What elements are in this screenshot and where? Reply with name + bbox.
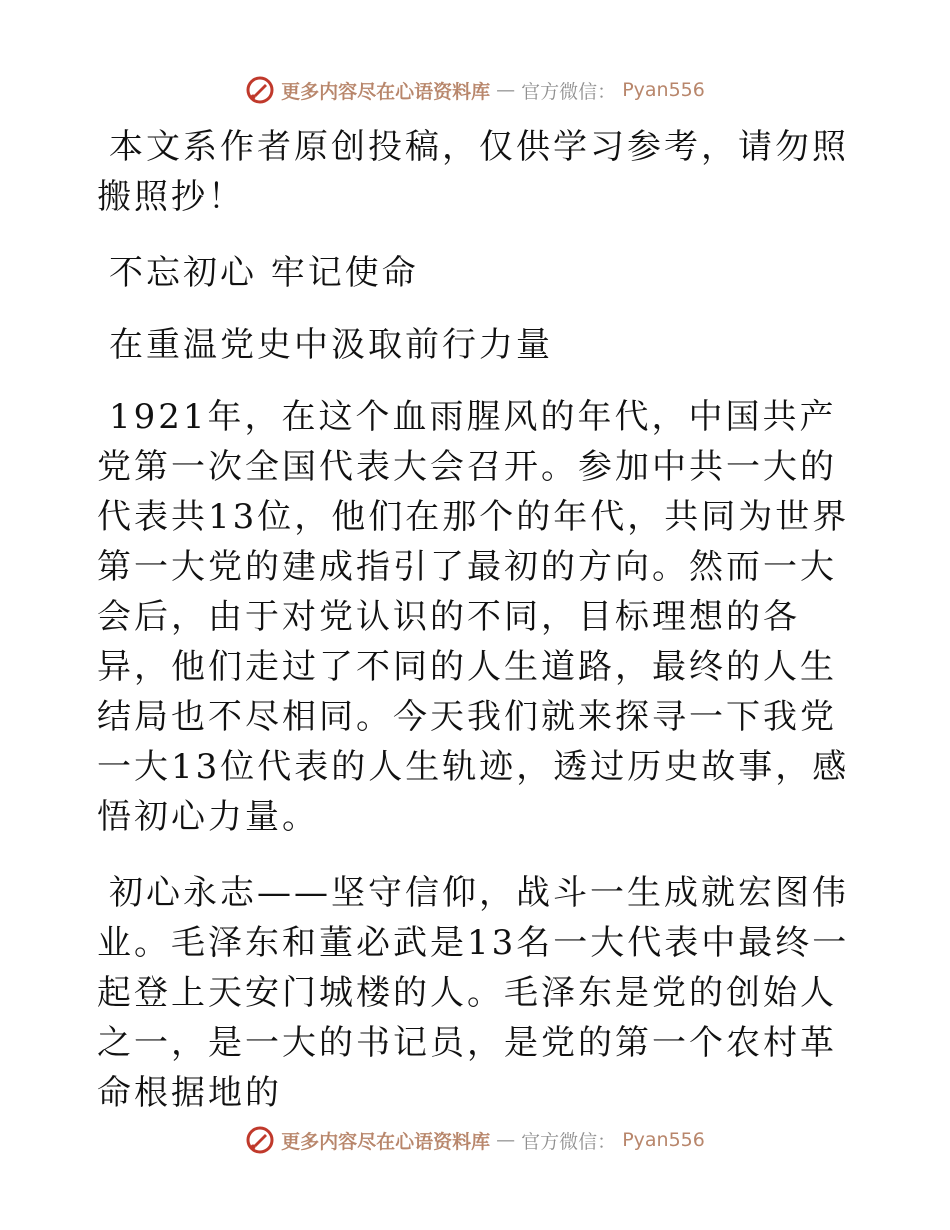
header-watermark-banner: [0, 70, 950, 110]
body-paragraph: 初心永志——坚守信仰，战斗一生成就宏图伟业。毛泽东和董必武是13名一大代表中最终一起登上天安门城楼的人。毛泽东是党的创始人之一，是一大的书记员，是党的第一个农村革命根据地的: [97, 873, 850, 1113]
footer-watermark-banner: [0, 1120, 950, 1160]
banner-main-text: 更多内容尽在心语资料库: [281, 1130, 491, 1153]
banner-separator: —: [496, 79, 516, 101]
copyright-notice: 本文系作者原创投稿，仅供学习参考，请勿照搬照抄！: [97, 127, 849, 217]
brush-logo-icon: [245, 1125, 275, 1155]
banner-wechat-id: Pyan556: [622, 79, 705, 101]
document-title: 不忘初心 牢记使命: [109, 253, 419, 293]
brush-logo-icon: [245, 75, 275, 105]
document-body: [97, 122, 857, 1144]
banner-wechat-label: 官方微信：: [521, 1130, 617, 1153]
banner-wechat-id: Pyan556: [622, 1129, 705, 1151]
banner-wechat-label: 官方微信：: [521, 80, 617, 103]
banner-main-text: 更多内容尽在心语资料库: [281, 80, 491, 103]
body-paragraph: 1921年，在这个血雨腥风的年代，中国共产党第一次全国代表大会召开。参加中共一大的代表共13位，他们在那个的年代，共同为世界第一大党的建成指引了最初的方向。然而一大会后，由于对党认识的不同，目标理想的各异，他们走过了不同的人生道路，最终的人生结局也不尽相同。今天我们就来探寻一下我党一大13位代表的人生轨迹，透过历史故事，感悟初心力量。: [97, 397, 850, 837]
banner-separator: —: [496, 1129, 516, 1151]
document-subtitle: 在重温党史中汲取前行力量: [109, 325, 553, 365]
